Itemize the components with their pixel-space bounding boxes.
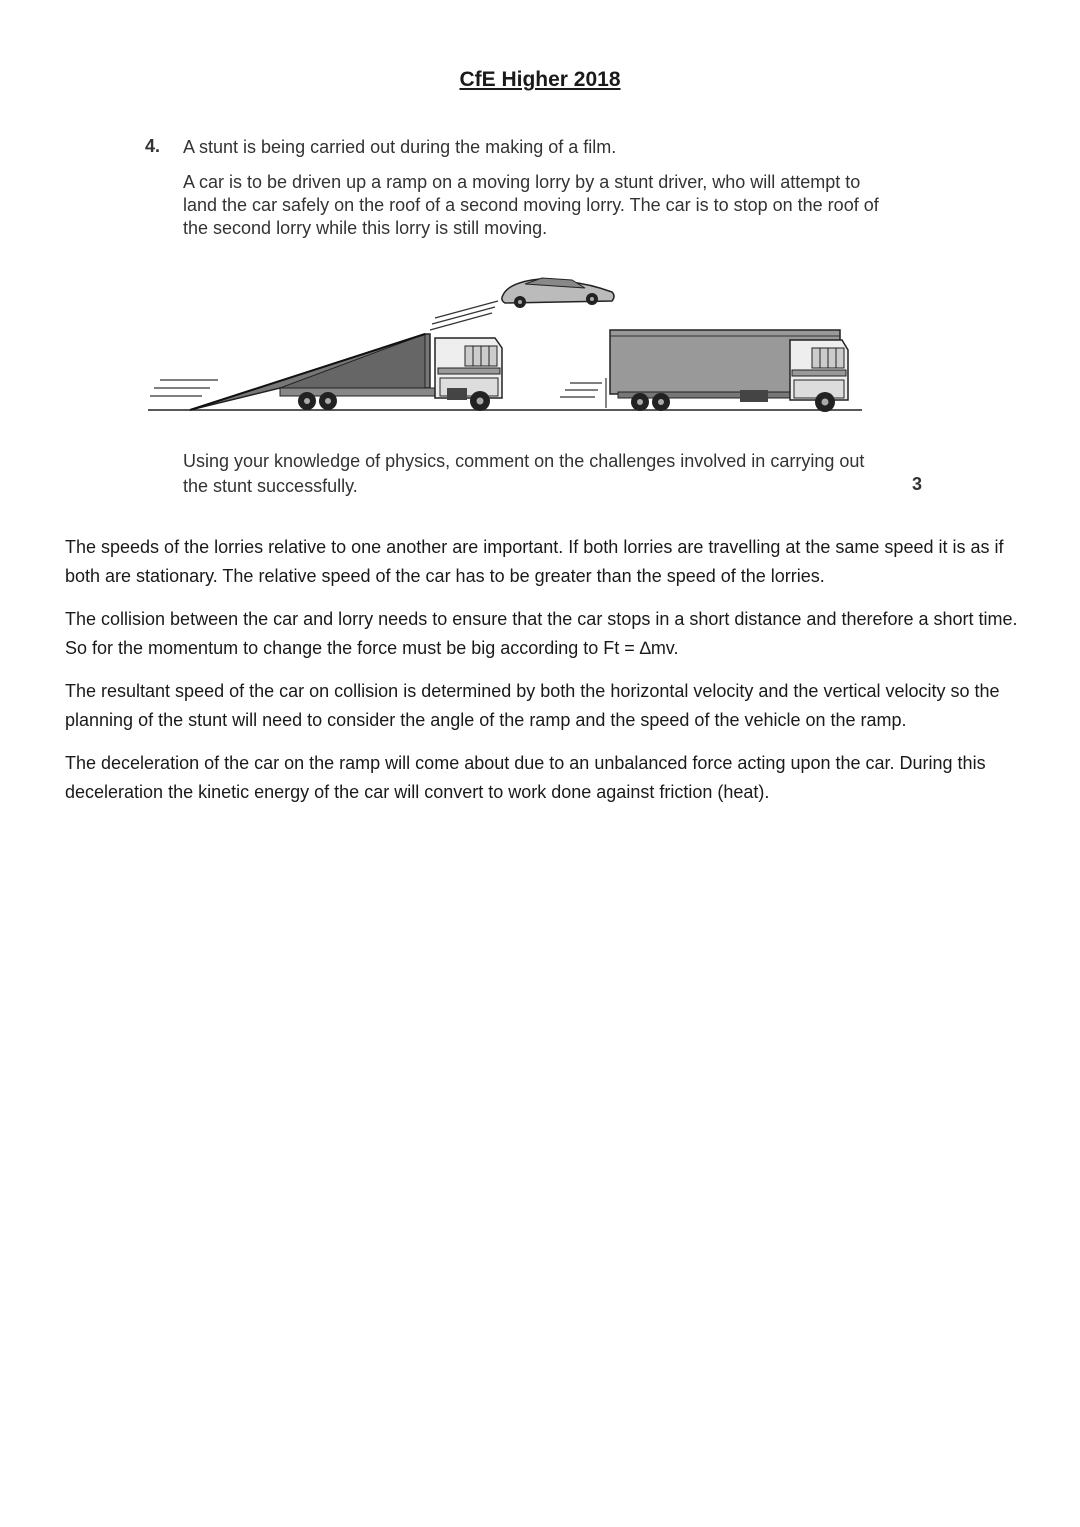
answer-paragraph: The speeds of the lorries relative to one another are important. If both lorries are travelling at the same speed it is as if both are stationary. The relative speed of the car has to be greater than the speed of the lorries. (65, 537, 1004, 586)
page-title: CfE Higher 2018 (459, 68, 621, 91)
question-prompt: Using your knowledge of physics, comment on the challenges involved in carrying out the stunt successfully. (183, 451, 865, 496)
motion-lines-car-icon (430, 301, 498, 330)
airborne-car-icon (502, 278, 614, 308)
question-intro: A stunt is being carried out during the making of a film. (183, 137, 617, 157)
motion-lines-middle-icon (560, 378, 606, 408)
question-body: A car is to be driven up a ramp on a moving lorry by a stunt driver, who will attempt to land the car safely on the roof of a second moving lorry. The car is to stop on the roof of the second lorry while this lorry is still moving. (183, 172, 879, 238)
stunt-figure (140, 268, 870, 418)
answer-paragraph: The collision between the car and lorry needs to ensure that the car stops in a short distance and therefore a short time. So for the momentum to change the force must be big according to Ft = ∆mv. (65, 609, 1018, 658)
answer-paragraph: The deceleration of the car on the ramp will come about due to an unbalanced force acting upon the car. During this deceleration the kinetic energy of the car will convert to work done against friction (heat). (65, 753, 986, 802)
answer-section (65, 533, 1020, 821)
stunt-diagram (140, 268, 870, 418)
second-lorry-icon (610, 330, 848, 412)
question-text (183, 136, 883, 240)
answer-paragraph: The resultant speed of the car on collision is determined by both the horizontal velocity and the vertical velocity so the planning of the stunt will need to consider the angle of the ramp and the speed of the vehicle on the ramp. (65, 681, 1000, 730)
motion-lines-left-icon (150, 380, 218, 396)
ramp-lorry-icon (190, 334, 502, 411)
question-marks: 3 (912, 474, 923, 494)
question-number: 4. (145, 136, 161, 156)
